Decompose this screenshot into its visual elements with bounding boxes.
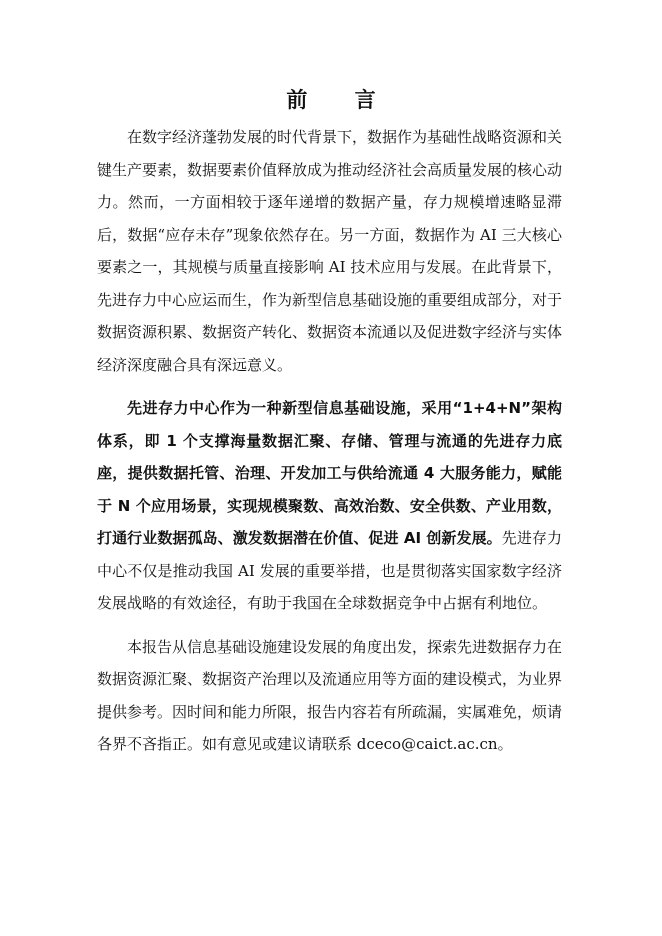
paragraph-2 bbox=[97, 392, 562, 620]
paragraph-3-text: 本报告从信息基础设施建设发展的角度出发，探索先进数据存力在数据资源汇聚、数据资产治理以及流通应用等方面的建设模式，为业界提供参考。因时间和能力所限，报告内容若有所疏漏，实属难免，烦请各界不吝指正。如有意见或建议请联系 dceco@caict.ac.cn。 bbox=[97, 637, 563, 753]
paragraph-2-bold-text: 先进存力中心作为一种新型信息基础设施，采用“1+4+N”架构体系，即 1 个支撑海量数据汇聚、存储、管理与流通的先进存力底座，提供数据托管、治理、开发加工与供给流通 4 大服务能力，赋能于 N 个应用场景，实现规模聚数、高效治数、安全供数、产业用数，打通行业数据孤岛、激发数据潜在价值、促进 AI 创新发展。 bbox=[97, 399, 562, 547]
page-title: 前 言 bbox=[286, 88, 396, 112]
paragraph-3 bbox=[97, 631, 562, 761]
paragraph-2-text: 先进存力中心不仅是推动我国 AI 发展的重要举措，也是贯彻落实国家数字经济发展战略的有效途径，有助于我国在全球数据竞争中占据有利地位。 bbox=[97, 529, 562, 612]
paragraph-1 bbox=[97, 121, 562, 381]
paragraph-1-text: 在数字经济蓬勃发展的时代背景下，数据作为基础性战略资源和关键生产要素，数据要素价值释放成为推动经济社会高质量发展的核心动力。然而，一方面相较于逐年递增的数据产量，存力规模增速略显滞后，数据“应存未存”现象依然存在。另一方面，数据作为 AI 三大核心要素之一，其规模与质量直接影响 AI 技术应用与发展。在此背景下，先进存力中心应运而生，作为新型信息基础设施的重要组成部分，对于数据资源积累、数据资产转化、数据资本流通以及促进数字经济与实体经济深度融合具有深远意义。 bbox=[97, 128, 563, 374]
document-body bbox=[97, 121, 562, 761]
